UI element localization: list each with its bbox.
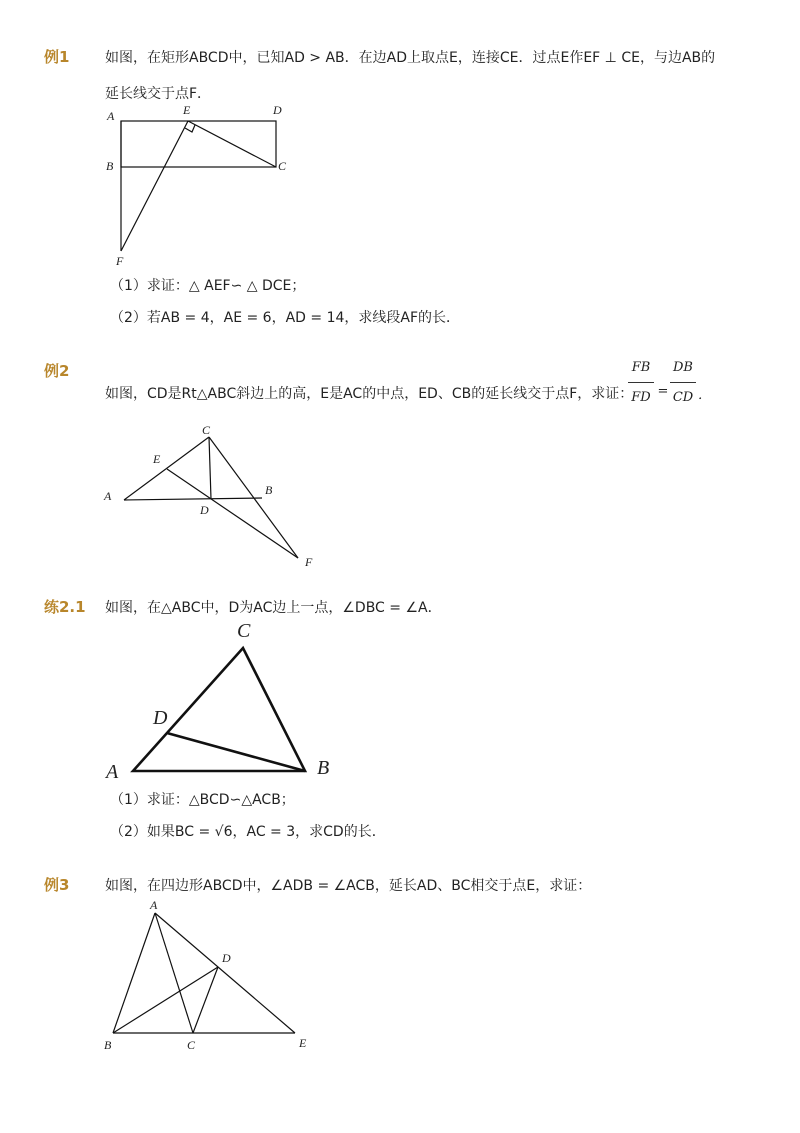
exercise-tag: 练2.1 (44, 598, 86, 616)
label-f: F (116, 254, 124, 268)
segment-bd (167, 733, 305, 771)
segment-ab (124, 498, 262, 500)
fraction-fb-fd (628, 360, 654, 405)
label-d: D (222, 951, 231, 965)
label-f: F (305, 555, 313, 569)
period: ． (698, 388, 712, 403)
problem-text: 如图，在△ABC中，D为AC边上一点，∠DBC = ∠A． (105, 600, 442, 616)
label-e: E (183, 103, 191, 117)
question-1: （1）求证：△BCD∽△ACB； (110, 792, 295, 808)
segment-cd (209, 437, 211, 499)
right-angle-mark (185, 125, 195, 132)
segment-ef (167, 469, 298, 558)
label-a: A (106, 761, 119, 783)
label-a: A (150, 898, 158, 912)
example-tag: 例2 (44, 362, 70, 380)
label-c: C (202, 423, 211, 437)
example-tag: 例3 (44, 876, 70, 894)
label-c: C (278, 159, 287, 173)
label-d: D (273, 103, 282, 117)
segment-ec (188, 121, 276, 167)
figure-3 (113, 913, 295, 1033)
problem-text: 如图，CD是Rt△ABC斜边上的高，E是AC的中点，ED、CB的延长线交于点F，求证： (105, 386, 634, 402)
label-e: E (299, 1036, 307, 1050)
figure-2 (124, 437, 298, 558)
label-d: D (153, 707, 168, 729)
segment-ef (121, 121, 188, 251)
label-b: B (106, 159, 114, 173)
question-1: （1）求证：△ AEF∽ △ DCE； (110, 278, 306, 294)
numerator: DB (673, 360, 693, 375)
segment-ac (155, 913, 193, 1033)
label-c: C (187, 1038, 196, 1052)
equals-sign: = (657, 384, 669, 399)
figure-1 (121, 121, 276, 251)
segment-ac (124, 437, 209, 500)
label-c: C (237, 620, 251, 642)
problem-text: 如图，在矩形ABCD中，已知AD > AB．在边AD上取点E，连接CE．过点E作EF ⊥ CE，与边AB的 (105, 50, 716, 66)
label-b: B (265, 483, 273, 497)
problem-text-continued: 延长线交于点F． (105, 86, 212, 102)
label-d: D (200, 503, 209, 517)
label-a: A (107, 109, 115, 123)
segment-cf (209, 437, 298, 558)
problem-text: 如图，在四边形ABCD中，∠ADB = ∠ACB，延长AD、BC相交于点E，求证： (105, 878, 592, 894)
question-2: （2）如果BC = √6，AC = 3，求CD的长． (110, 824, 386, 840)
numerator: FB (631, 360, 651, 375)
denominator: CD (672, 390, 694, 405)
segment-ab (113, 913, 155, 1033)
denominator: FD (631, 390, 651, 405)
fraction-db-cd (670, 360, 696, 405)
example-tag: 例1 (44, 48, 70, 66)
segment-ae (155, 913, 295, 1033)
segment-cd (193, 967, 218, 1033)
label-e: E (153, 452, 161, 466)
label-a: A (104, 489, 112, 503)
segment-bd (113, 967, 218, 1033)
label-b: B (317, 757, 330, 779)
question-2: （2）若AB = 4，AE = 6，AD = 14，求线段AF的长． (110, 310, 461, 326)
rectangle-abcd (121, 121, 276, 167)
label-b: B (104, 1038, 112, 1052)
